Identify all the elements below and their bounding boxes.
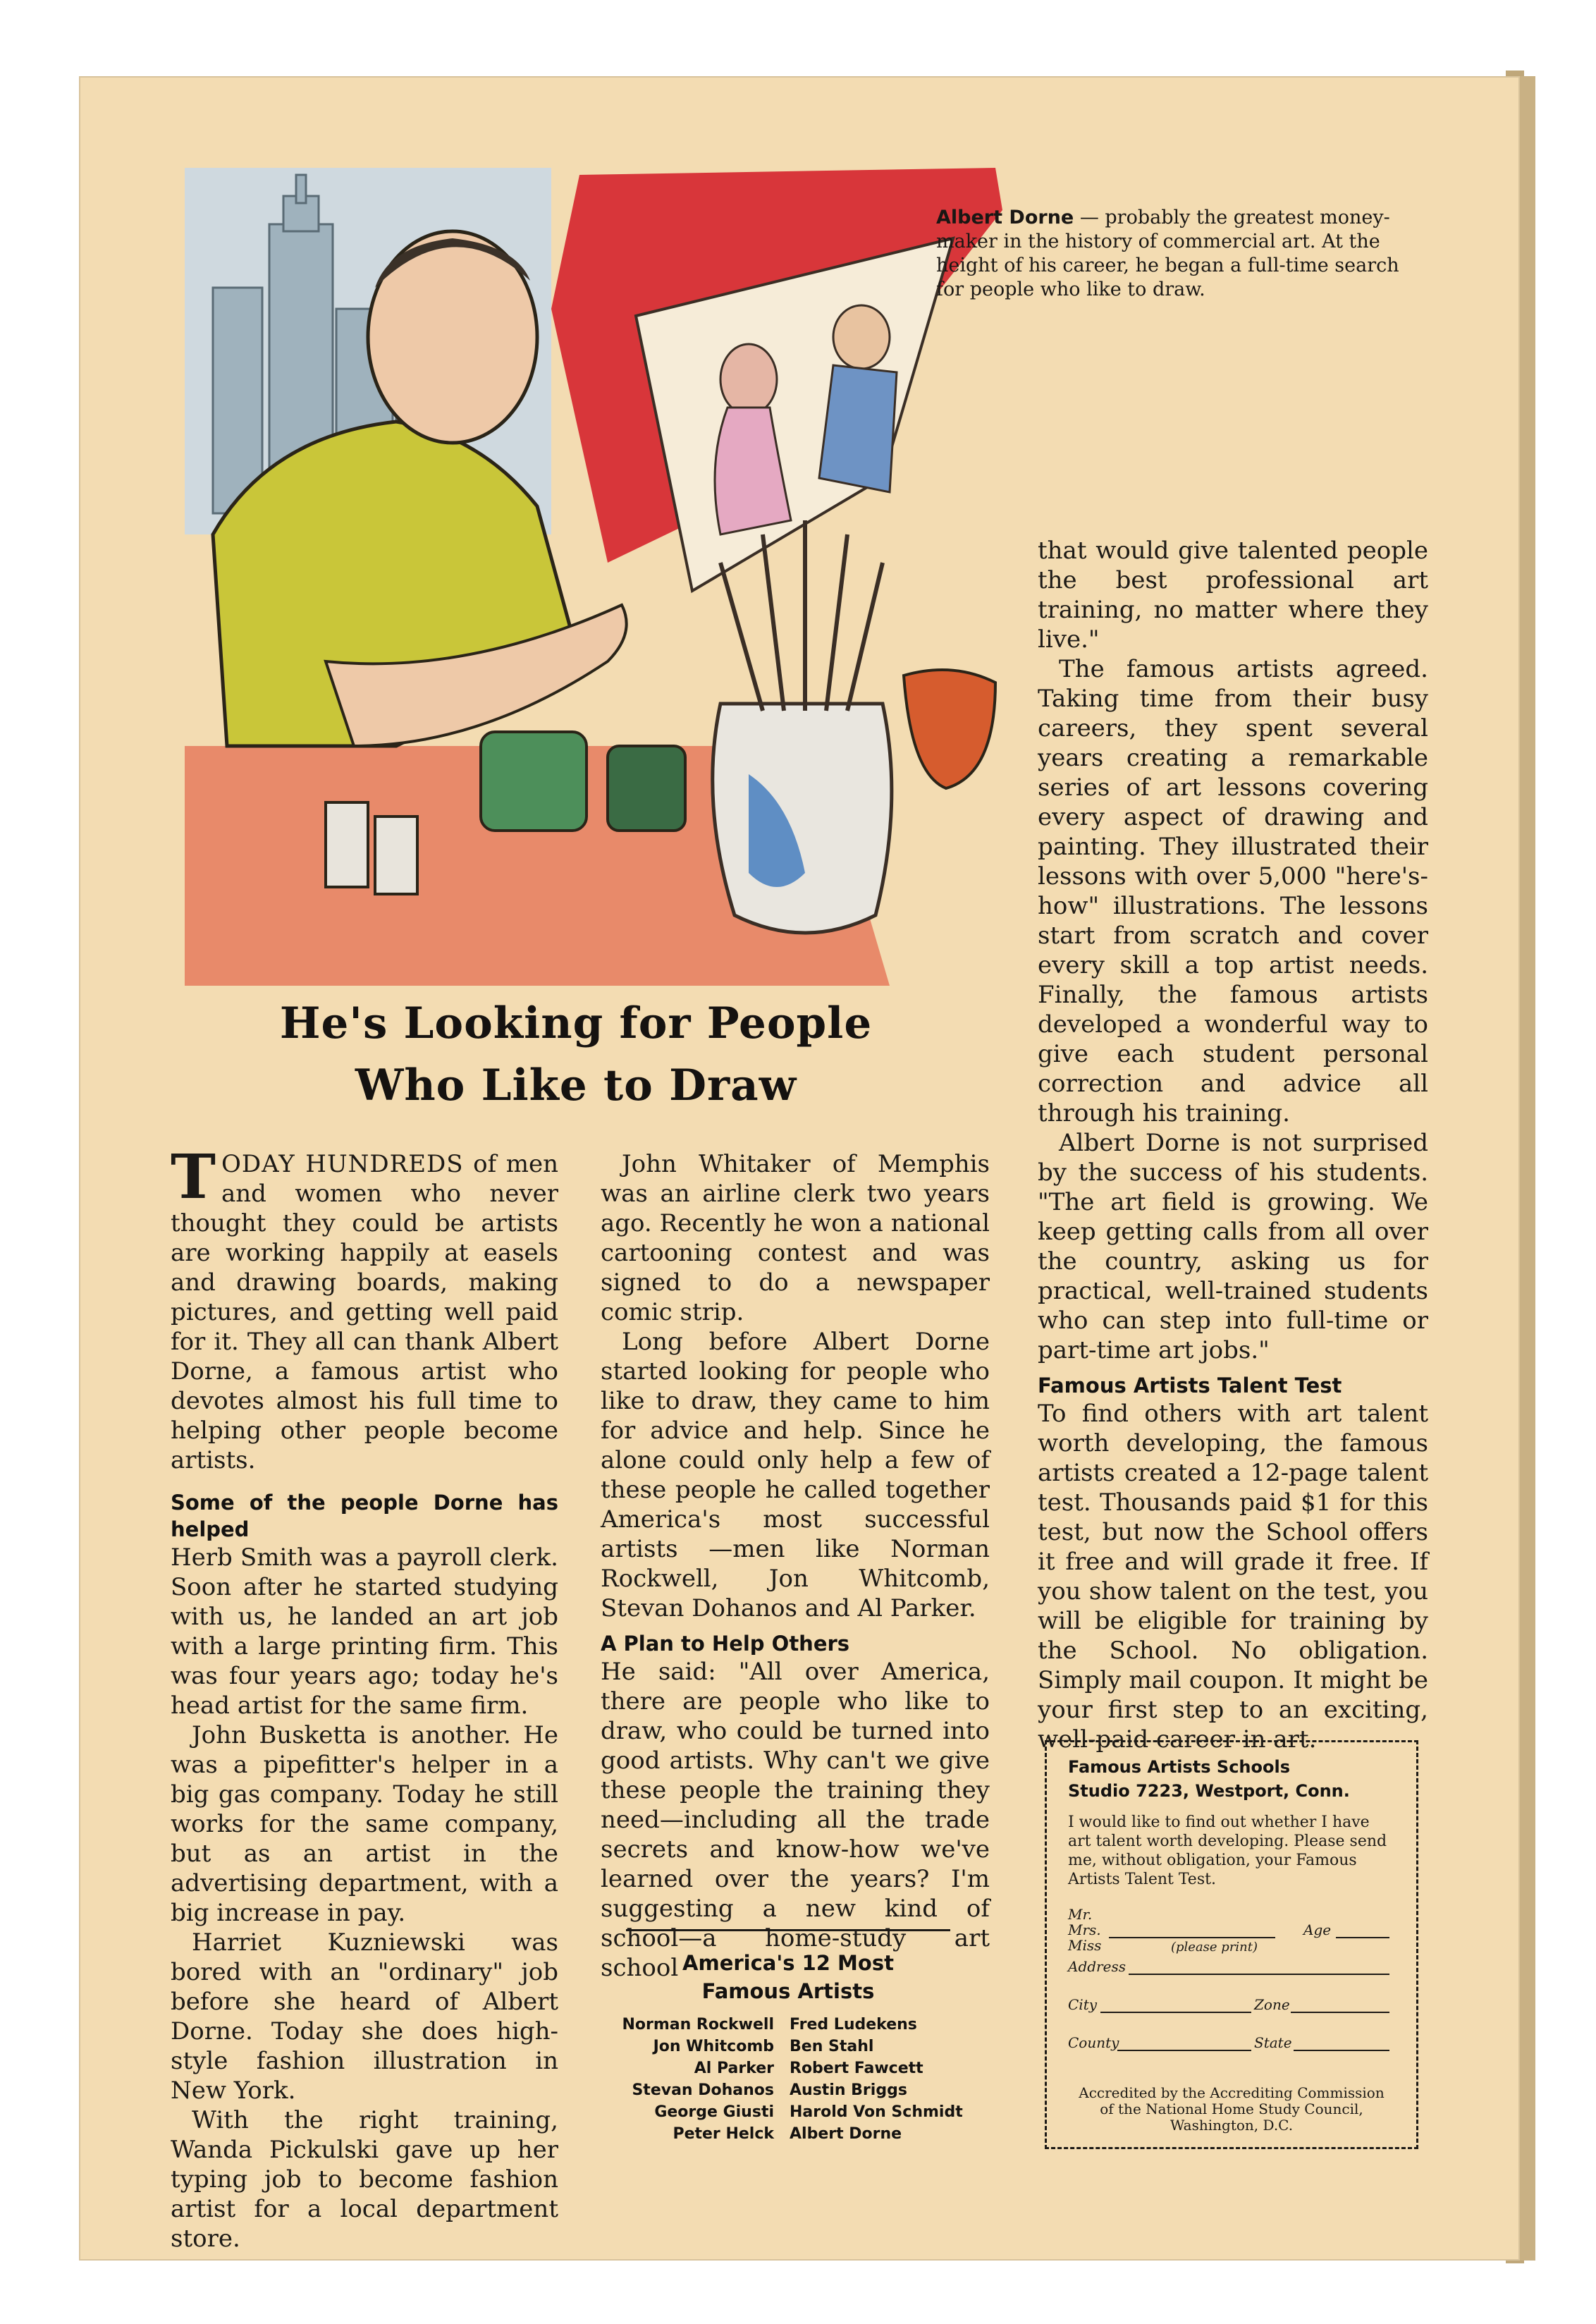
artists-divider	[626, 1929, 950, 1931]
paragraph-talent-test: To find others with art talent worth developing, the famous artists created a 12-page talent test. Thousands paid $1 for this test, but now the School offers it free and will grade it free. If you show talent on the test, you will be eligible for training by the School. No obligation. Simply mail coupon. It might be your first step to an exciting, well-paid career in art.	[1038, 1400, 1428, 1754]
intro-text: of men and women who never thought they could be artists are working happily at easels and drawing boards, making pictures, and getting well paid for it. They all can thank Albert Dorne, a famous artist who devotes almost his full time to helping other people become artists.	[171, 1150, 558, 1474]
artist-row	[589, 2079, 998, 2101]
albert-dorne-illustration	[185, 168, 1002, 986]
artist-name: Austin Briggs	[790, 2081, 907, 2099]
name-field[interactable]	[1109, 1937, 1275, 1938]
paragraph-herb-smith: Herb Smith was a payroll clerk. Soon after he started studying with us, he landed an art job with a large printing firm. This was four years ago; today he's head artist for the same firm.	[171, 1543, 558, 1720]
artists-title-line-1: America's 12 Most	[682, 1951, 894, 1975]
artist-name: Harold Von Schmidt	[790, 2103, 963, 2121]
artist-row	[589, 2036, 998, 2057]
artist-row	[589, 2014, 998, 2036]
artist-name: Stevan Dohanos	[632, 2081, 774, 2099]
paragraph-wanda: With the right training, Wanda Pickulski gave up her typing job to become fashion artist for a local department store.	[171, 2106, 558, 2253]
artist-name: Fred Ludekens	[790, 2016, 917, 2034]
column-3	[1038, 536, 1428, 1754]
artists-list	[589, 2014, 998, 2145]
headline-line-1: He's Looking for People	[279, 998, 873, 1048]
artists-title-line-2: Famous Artists	[701, 1979, 875, 2003]
column-1	[171, 1142, 558, 2253]
label-county: County	[1068, 2034, 1119, 2051]
coupon-address: Studio 7223, Westport, Conn.	[1068, 1781, 1350, 1801]
artist-name: Albert Dorne	[790, 2125, 902, 2143]
subhead-plan: A Plan to Help Others	[601, 1632, 850, 1656]
subhead-talent-test: Famous Artists Talent Test	[1038, 1374, 1342, 1398]
label-city: City	[1068, 1996, 1098, 2013]
paragraph-artists-agreed: The famous artists agreed. Taking time from their busy careers, they spent several years creating a remarkable series of art lessons covering every aspect of drawing and painting. They illustrated their lessons with over 5,000 "here's-how" illustrations. The lessons start from scratch and cover every skill a top artist needs. Finally, the famous artists developed a wonderful way to give each student personal correction and advice all through his training.	[1038, 655, 1428, 1127]
column-2	[601, 1149, 990, 1983]
caption-text: — probably the greatest money-maker in the history of commercial art. At the height of his career, he began a full-time search for people who like to draw.	[936, 207, 1399, 300]
zone-field[interactable]	[1291, 2012, 1389, 2013]
artist-row	[589, 2123, 998, 2145]
label-please-print: (please print)	[1171, 1940, 1258, 1955]
brush-jar	[713, 704, 892, 933]
artist-row	[589, 2101, 998, 2123]
artist-name: Al Parker	[694, 2060, 774, 2077]
artist-name: Jon Whitcomb	[653, 2038, 774, 2055]
state-field[interactable]	[1294, 2050, 1389, 2051]
paragraph-john-whitaker: John Whitaker of Memphis was an airline clerk two years ago. Recently he won a national cartooning contest and was signed to do a newspaper comic strip.	[601, 1150, 990, 1326]
paragraph-not-surprised: Albert Dorne is not surprised by the success of his students. "The art field is growing. We keep getting calls from all over the country, asking us for practical, well-trained students who can step into full-time or part-time art jobs."	[1038, 1129, 1428, 1364]
artist-row	[589, 2057, 998, 2079]
paragraph-long-before: Long before Albert Dorne started looking for people who like to draw, they came to him for advice and help. Since he alone could only help a few of these people he called together America's most successful artists —men like Norman Rockwell, Jon Whitcomb, Stevan Dohanos and Al Parker.	[601, 1328, 990, 1622]
drop-cap: T	[171, 1142, 216, 1213]
headline-line-2: Who Like to Draw	[355, 1060, 797, 1111]
bowl	[904, 670, 995, 788]
label-zone: Zone	[1254, 1996, 1290, 2013]
artist-name: George Giusti	[654, 2103, 774, 2121]
subhead-people-helped: Some of the people Dorne has helped	[171, 1491, 558, 1541]
paragraph-harriet: Harriet Kuzniewski was bored with an "ordinary" job before she heard of Albert Dorne. Today she does high-style fashion illustration in New York.	[171, 1928, 558, 2105]
artists-title	[626, 1949, 950, 2005]
label-state: State	[1254, 2034, 1292, 2051]
paragraph-john-busketta: John Busketta is another. He was a pipefitter's helper in a big gas company. Today he still works for the same company, but as an artist in the advertising department, with a big increase in pay.	[171, 1721, 558, 1927]
artist-name: Robert Fawcett	[790, 2060, 923, 2077]
coupon-header	[1068, 1755, 1350, 1803]
label-mr: Mr.	[1068, 1906, 1093, 1923]
artist-name: Ben Stahl	[790, 2038, 874, 2055]
artist-name: Norman Rockwell	[622, 2016, 774, 2034]
label-miss: Miss	[1068, 1937, 1102, 1954]
label-age: Age	[1303, 1921, 1332, 1938]
headline	[220, 993, 932, 1117]
age-field[interactable]	[1336, 1937, 1389, 1938]
label-address: Address	[1068, 1958, 1126, 1975]
illustration-caption	[936, 206, 1401, 302]
mail-coupon[interactable]	[1045, 1740, 1418, 2149]
accreditation-note: Accredited by the Accrediting Commission of the National Home Study Council, Washington, D.C.	[1079, 2084, 1385, 2134]
lead-smallcaps: ODAY HUNDREDS	[221, 1150, 464, 1178]
city-field[interactable]	[1100, 2012, 1251, 2013]
caption-name: Albert Dorne	[936, 207, 1074, 228]
coupon-school: Famous Artists Schools	[1068, 1757, 1290, 1777]
coupon-intro: I would like to find out whether I have art talent worth developing. Please send me, without obligation, your Famous Artists Talent Test.	[1068, 1814, 1387, 1888]
artist-name: Peter Helck	[673, 2125, 774, 2143]
paragraph-he-said: He said: "All over America, there are people who like to draw, who could be turned into good artists. Why can't we give these people the training they need—including all the trade secrets and know-how we've learned over the years? I'm suggesting a new kind of school—a home-study art school	[601, 1658, 990, 1982]
label-mrs: Mrs.	[1068, 1921, 1101, 1938]
paragraph-continued: that would give talented people the best professional art training, no matter where they live."	[1038, 537, 1428, 654]
address-field[interactable]	[1129, 1974, 1389, 1975]
intro-paragraph	[171, 1142, 558, 1475]
county-field[interactable]	[1117, 2050, 1251, 2051]
